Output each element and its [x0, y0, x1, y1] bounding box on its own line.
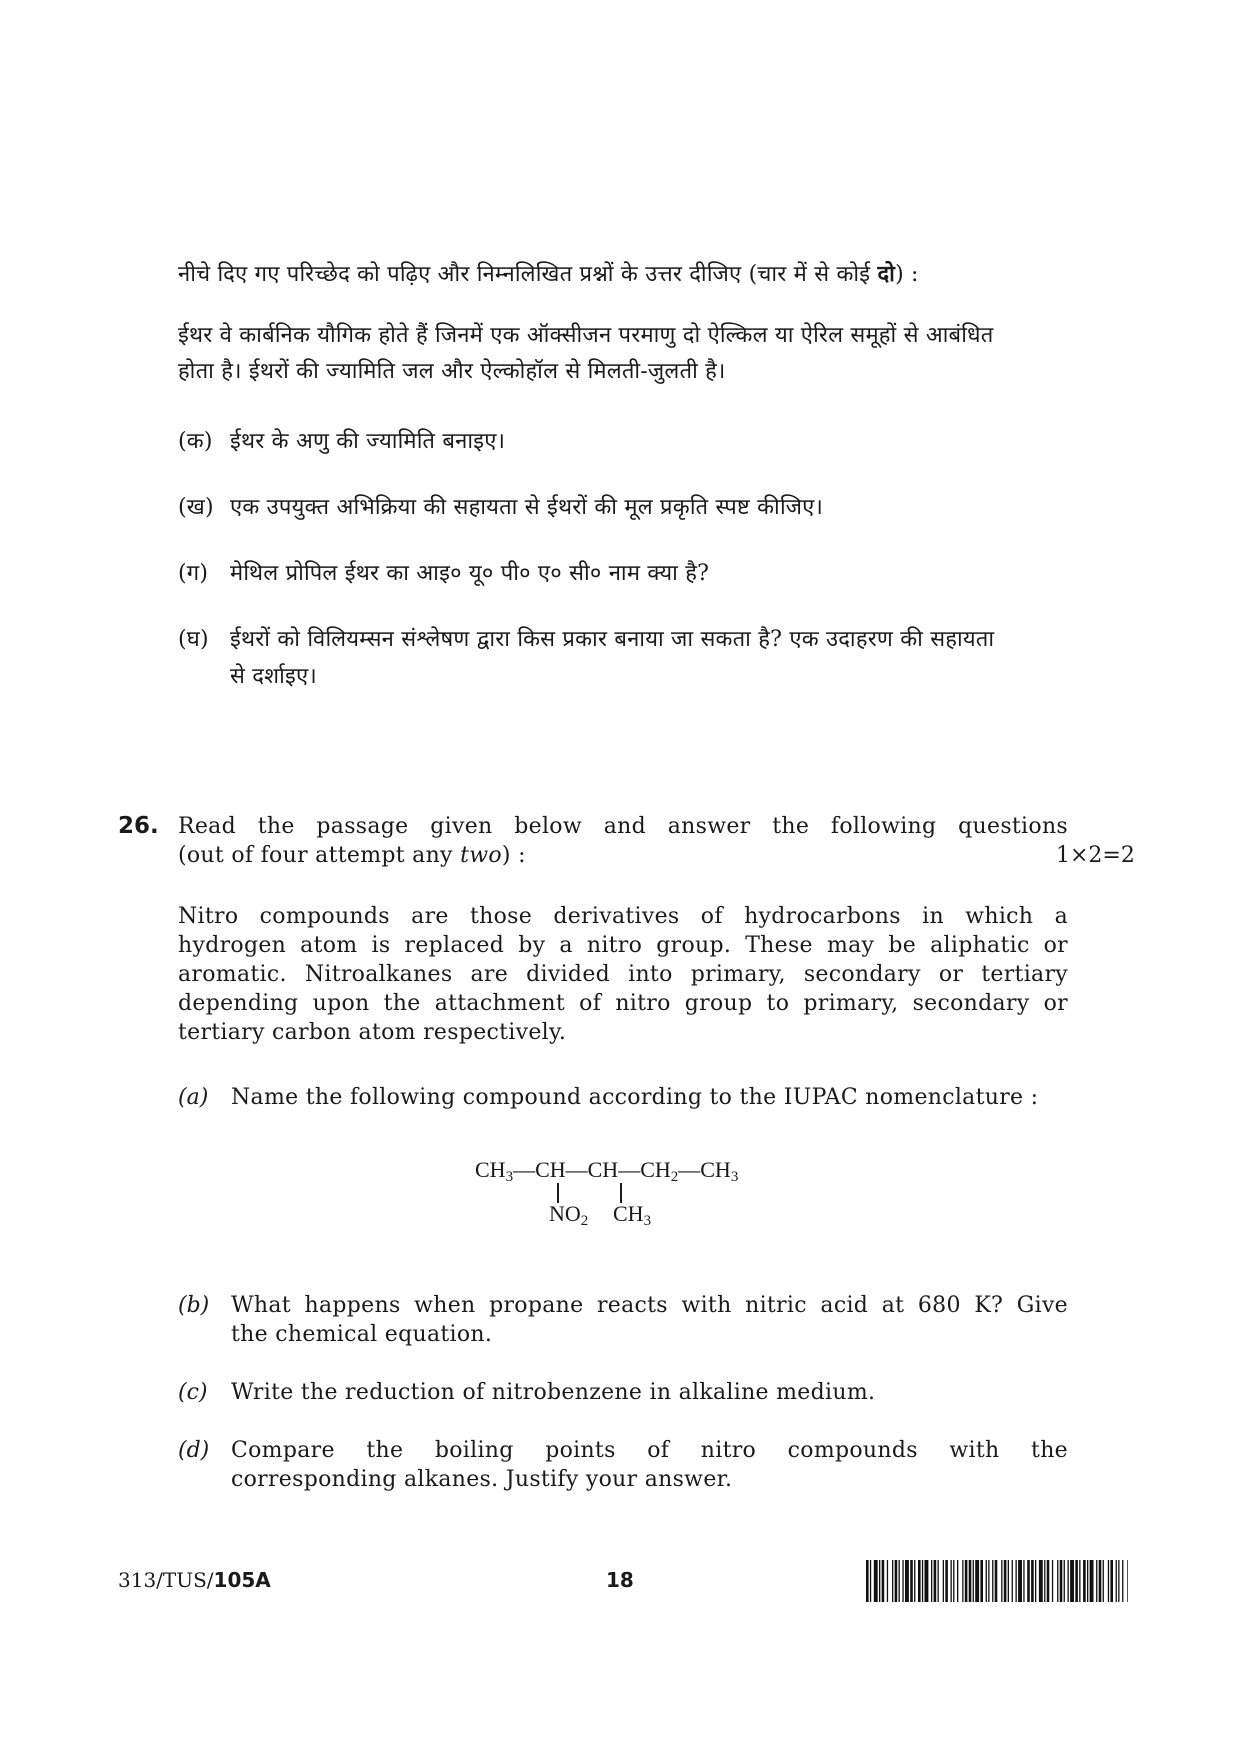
barcode-bar	[973, 1560, 974, 1602]
barcode-bar	[1027, 1560, 1030, 1602]
barcode-bar	[992, 1560, 993, 1602]
barcode-bar	[980, 1560, 983, 1602]
barcode-bar	[1008, 1560, 1009, 1602]
barcode-bar	[1087, 1560, 1088, 1602]
passage-line-3: aromatic. Nitroalkanes are divided into primary, secondary or tertiary	[178, 962, 1068, 987]
barcode-bar	[943, 1560, 944, 1602]
hindi-instruction-bold: दो	[877, 261, 896, 287]
hindi-passage-line-1: ईथर वे कार्बनिक यौगिक होते हैं जिनमें एक ऑक्सीजन परमाणु दो ऐल्किल या ऐरिल समूहों से आबंधित	[178, 323, 994, 348]
hindi-item-ka-label: (क)	[178, 429, 213, 454]
item-c-label: (c)	[178, 1380, 208, 1405]
question-line-1: Read the passage given below and answer the following questions	[178, 814, 1068, 839]
f-ch-2: CH	[587, 1157, 619, 1182]
barcode-bar	[1099, 1560, 1102, 1602]
passage-line-5: tertiary carbon atom respectively.	[178, 1020, 567, 1045]
hindi-item-kha-label: (ख)	[178, 495, 214, 520]
item-d-label: (d)	[178, 1438, 210, 1463]
compound-main-chain	[475, 1157, 738, 1186]
barcode-bar	[1035, 1560, 1036, 1602]
compound-no2-branch	[549, 1201, 588, 1230]
barcode-bar	[1039, 1560, 1043, 1602]
barcode-bar	[1064, 1560, 1065, 1602]
barcode-bar	[934, 1560, 937, 1602]
hindi-instruction-end: ) :	[895, 262, 919, 287]
barcode-bar	[1068, 1560, 1069, 1602]
barcode-image	[866, 1560, 1128, 1602]
f-ch2: CH	[640, 1157, 671, 1182]
item-c-text: Write the reduction of nitrobenzene in alkaline medium.	[231, 1380, 876, 1405]
f-no: NO	[549, 1201, 581, 1226]
f-sub-2: 2	[670, 1169, 679, 1185]
barcode-bar	[988, 1560, 989, 1602]
barcode-bar	[1079, 1560, 1080, 1602]
question-marks: 1×2=2	[1056, 843, 1135, 868]
hindi-item-gha-text-2: से दर्शाइए।	[230, 664, 317, 689]
barcode-bar	[1116, 1560, 1117, 1602]
barcode-bar	[918, 1560, 921, 1602]
barcode-bar	[887, 1560, 888, 1602]
compound-ch3-branch	[613, 1201, 651, 1230]
barcode-bar	[1004, 1560, 1007, 1602]
barcode-bar	[1070, 1560, 1074, 1602]
paper-code-bold: 105A	[213, 1568, 271, 1592]
page-number: 18	[606, 1568, 634, 1592]
barcode-bar	[1090, 1560, 1094, 1602]
item-d-text: Compare the boiling points of nitro compounds with the	[231, 1438, 1068, 1463]
barcode-bar	[1060, 1560, 1063, 1602]
bond-line-2	[620, 1183, 622, 1203]
hindi-instruction-text: नीचे दिए गए परिच्छेद को पढ़िए और निम्नलिखित प्रश्नों के उत्तर दीजिए (चार में से कोई	[178, 262, 871, 287]
question-number: 26.	[118, 813, 159, 839]
barcode-bar	[962, 1560, 963, 1602]
f-dash-2: —	[565, 1157, 588, 1182]
barcode-bar	[899, 1560, 900, 1602]
f-branch-ch: CH	[613, 1201, 644, 1226]
f-dash-3: —	[618, 1157, 641, 1182]
barcode-bar	[1118, 1560, 1119, 1602]
barcode-bar	[905, 1560, 909, 1602]
f-sub-no2: 2	[580, 1213, 589, 1229]
barcode-bar	[866, 1560, 869, 1602]
f-sub-b3: 3	[643, 1213, 652, 1229]
barcode-bar	[895, 1560, 898, 1602]
passage-line-4: depending upon the attachment of nitro group to primary, secondary or	[178, 991, 1068, 1016]
question-line-2-b: ) :	[501, 843, 526, 868]
barcode-bar	[1047, 1560, 1050, 1602]
f-sub-b: 3	[730, 1169, 739, 1185]
f-ch3-b: CH	[700, 1157, 731, 1182]
hindi-passage-line-2: होता है। ईथरों की ज्यामिति जल और ऐल्कोहॉल से मिलती-जुलती है।	[178, 359, 726, 384]
barcode-bar	[1044, 1560, 1045, 1602]
barcode-bar	[938, 1560, 939, 1602]
item-b-text-2: the chemical equation.	[231, 1322, 493, 1347]
item-b-text: What happens when propane reacts with nitric acid at 680 K? Give	[231, 1293, 1068, 1318]
item-d-text-2: corresponding alkanes. Justify your answer.	[231, 1467, 733, 1492]
hindi-item-kha-text: एक उपयुक्त अभिक्रिया की सहायता से ईथरों की मूल प्रकृति स्पष्ट कीजिए।	[230, 495, 824, 520]
hindi-item-ga-label: (ग)	[178, 561, 209, 586]
barcode-bar	[931, 1560, 932, 1602]
barcode-bar	[1031, 1560, 1034, 1602]
barcode-bar	[1108, 1560, 1109, 1602]
barcode-bar	[870, 1560, 871, 1602]
barcode-bar	[986, 1560, 987, 1602]
question-line-2-italic: two	[460, 843, 502, 868]
paper-code-prefix: 313/TUS/	[118, 1568, 214, 1592]
bond-line-1	[557, 1183, 559, 1203]
f-ch3-a: CH	[475, 1157, 506, 1182]
barcode-bar	[995, 1560, 998, 1602]
question-line-2	[178, 841, 526, 870]
barcode-bar	[925, 1560, 929, 1602]
barcode-bar	[1083, 1560, 1086, 1602]
barcode-bar	[1075, 1560, 1078, 1602]
barcode-bar	[1016, 1560, 1017, 1602]
hindi-item-ka-text: ईथर के अणु की ज्यामिति बनाइए।	[230, 429, 506, 454]
barcode-bar	[922, 1560, 923, 1602]
barcode-bar	[953, 1560, 954, 1602]
barcode-bar	[914, 1560, 915, 1602]
barcode-bar	[1023, 1560, 1024, 1602]
barcode-bar	[1018, 1560, 1022, 1602]
item-a-label: (a)	[178, 1085, 209, 1110]
barcode-bar	[882, 1560, 885, 1602]
f-ch-1: CH	[535, 1157, 566, 1182]
barcode-bar	[969, 1560, 972, 1602]
barcode-bar	[1052, 1560, 1053, 1602]
barcode-bar	[910, 1560, 913, 1602]
paper-code	[118, 1568, 271, 1592]
barcode-bar	[1057, 1560, 1058, 1602]
barcode-bar	[1127, 1560, 1128, 1602]
f-dash-4: —	[678, 1157, 701, 1182]
barcode-bar	[879, 1560, 880, 1602]
barcode-bar	[1122, 1560, 1123, 1602]
barcode-bar	[1096, 1560, 1097, 1602]
barcode-bar	[874, 1560, 878, 1602]
question-line-2-a: (out of four attempt any	[178, 843, 461, 868]
barcode-bar	[892, 1560, 893, 1602]
barcode-bar	[902, 1560, 903, 1602]
hindi-item-gha-text: ईथरों को विलियम्सन संश्लेषण द्वारा किस प्रकार बनाया जा सकता है? एक उदाहरण की सहायता	[230, 627, 995, 652]
f-dash-1: —	[513, 1157, 536, 1182]
hindi-instruction	[178, 256, 919, 293]
barcode-bar	[965, 1560, 968, 1602]
f-sub-a: 3	[505, 1169, 514, 1185]
item-a-text: Name the following compound according to the IUPAC nomenclature :	[231, 1085, 1039, 1110]
barcode-bar	[975, 1560, 979, 1602]
barcode-bar	[951, 1560, 952, 1602]
barcode-bar	[945, 1560, 948, 1602]
barcode-bar	[1001, 1560, 1002, 1602]
item-b-label: (b)	[178, 1293, 210, 1318]
barcode-bar	[957, 1560, 958, 1602]
passage-line-2: hydrogen atom is replaced by a nitro group. These may be aliphatic or	[178, 933, 1068, 958]
barcode-bar	[1012, 1560, 1013, 1602]
passage-line-1: Nitro compounds are those derivatives of hydrocarbons in which a	[178, 904, 1068, 929]
hindi-item-ga-text: मेथिल प्रोपिल ईथर का आइ० यू० पी० ए० सी० नाम क्या है?	[230, 561, 710, 586]
barcode-bar	[1103, 1560, 1104, 1602]
barcode-bar	[1110, 1560, 1113, 1602]
hindi-item-gha-label: (घ)	[178, 627, 209, 652]
